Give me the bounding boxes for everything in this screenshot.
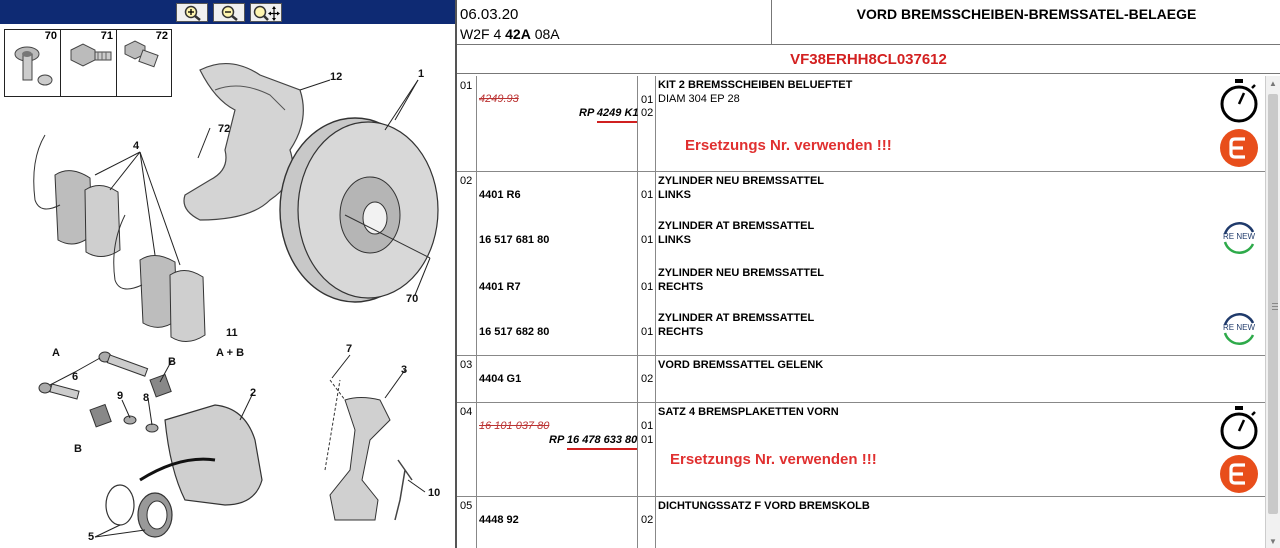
callout-2[interactable]: 2 [250, 387, 257, 399]
part-description: SATZ 4 BREMSPLAKETTEN VORN [658, 406, 839, 418]
quantity: 01 [641, 281, 654, 293]
thumbnail-number: 71 [100, 30, 113, 42]
table-row[interactable] [457, 356, 1265, 403]
replacement-reference[interactable]: RP 4249 K1 [579, 107, 639, 119]
callout-3[interactable]: 3 [401, 364, 408, 376]
quantity: 02 [641, 514, 654, 526]
zoom-in-button[interactable] [176, 3, 208, 22]
row-position: 02 [460, 175, 473, 187]
table-row[interactable] [457, 497, 1265, 548]
callout-70[interactable]: 70 [406, 293, 419, 305]
parts-table [457, 76, 1265, 548]
table-row[interactable] [457, 172, 1265, 356]
stopwatch-icon[interactable] [1218, 405, 1260, 451]
callout-12[interactable]: 12 [330, 71, 343, 83]
quantity: 01 [641, 234, 654, 246]
part-description-detail: LINKS [658, 234, 691, 246]
quantity: 01 [641, 326, 654, 338]
callout-4[interactable]: 4 [133, 140, 140, 152]
table-row[interactable] [457, 403, 1265, 497]
callout-9[interactable]: 9 [117, 390, 124, 402]
quantity: 02 [641, 107, 654, 119]
callout-1[interactable]: 1 [418, 68, 425, 80]
old-reference: 16 101 037 80 [479, 420, 550, 432]
zoom-out-icon [218, 5, 240, 21]
caliper-part[interactable] [165, 405, 262, 505]
callout-6[interactable]: 6 [72, 371, 79, 383]
part-description: ZYLINDER AT BREMSSATTEL [658, 220, 815, 232]
scrollbar-thumb[interactable] [1268, 94, 1278, 514]
catalog-date: 06.03.20 [460, 6, 519, 23]
callout-a[interactable]: A [52, 347, 60, 359]
callout-b[interactable]: B [168, 356, 176, 368]
part-description: ZYLINDER AT BREMSSATTEL [658, 312, 815, 324]
replacement-reference[interactable]: RP 16 478 633 80 [549, 434, 638, 446]
zoom-in-icon [181, 5, 203, 21]
exploded-brake-diagram [0, 28, 455, 548]
part-description: DICHTUNGSSATZ F VORD BREMSKOLB [658, 500, 870, 512]
part-reference[interactable]: 4448 92 [479, 514, 519, 526]
eurorepar-icon[interactable] [1219, 454, 1259, 494]
replacement-note: Ersetzungs Nr. verwenden !!! [670, 451, 877, 468]
callout-10[interactable]: 10 [428, 487, 441, 499]
row-position: 05 [460, 500, 473, 512]
brake-pad-part[interactable] [170, 270, 205, 341]
part-description: ZYLINDER NEU BREMSSATTEL [658, 267, 825, 279]
callout-72[interactable]: 72 [218, 123, 231, 135]
part-reference[interactable]: 4401 R7 [479, 281, 521, 293]
renew-badge-icon[interactable] [1219, 218, 1259, 258]
part-reference[interactable]: 4401 R6 [479, 189, 521, 201]
quantity: 01 [641, 434, 654, 446]
page-title: VORD BREMSSCHEIBEN-BREMSSATEL-BELAEGE [856, 6, 1197, 22]
callout-b[interactable]: B [74, 443, 82, 455]
reference-underline [567, 448, 637, 450]
header-info [457, 0, 772, 44]
parts-list-pane [455, 0, 1280, 548]
callout-8[interactable]: 8 [143, 392, 150, 404]
zoom-pan-button[interactable] [250, 3, 282, 22]
replacement-note: Ersetzungs Nr. verwenden !!! [685, 137, 892, 154]
model-bold: 42A [505, 26, 531, 42]
zoom-pan-icon [252, 5, 280, 21]
vertical-scrollbar[interactable] [1265, 76, 1280, 548]
part-reference[interactable]: 16 517 682 80 [479, 326, 550, 338]
quantity: 01 [641, 189, 654, 201]
part-description-detail: DIAM 304 EP 28 [658, 93, 740, 105]
quantity: 01 [641, 94, 654, 106]
row-position: 01 [460, 80, 473, 92]
renew-label: RE NEW [1223, 323, 1255, 332]
renew-label: RE NEW [1223, 232, 1255, 241]
old-reference: 4249.93 [479, 93, 519, 105]
part-description-detail: RECHTS [658, 326, 704, 338]
diagram-toolbar [0, 0, 455, 24]
caliper-carrier-part[interactable] [330, 398, 390, 521]
reference-underline [597, 121, 637, 123]
table-row[interactable] [457, 76, 1265, 172]
thumbnail-number: 72 [155, 30, 168, 42]
seal-ring-part[interactable] [106, 485, 134, 525]
callout-a-plus-b[interactable]: A + B [216, 347, 245, 359]
part-description: KIT 2 BREMSSCHEIBEN BELUEFTET [658, 79, 853, 91]
spring-part[interactable] [395, 460, 412, 520]
model-code [460, 26, 560, 42]
diagram-pane [0, 0, 455, 548]
part-description: VORD BREMSSATTEL GELENK [658, 359, 824, 371]
scroll-up-arrow-icon[interactable]: ▲ [1269, 78, 1277, 88]
callout-5[interactable]: 5 [88, 531, 95, 543]
model-prefix: W2F 4 [460, 26, 502, 42]
renew-badge-icon[interactable] [1219, 309, 1259, 349]
row-position: 04 [460, 406, 473, 418]
part-description-detail: RECHTS [658, 281, 704, 293]
part-description: ZYLINDER NEU BREMSSATTEL [658, 175, 825, 187]
eurorepar-icon[interactable] [1219, 128, 1259, 168]
callout-7[interactable]: 7 [346, 343, 353, 355]
part-reference[interactable]: 4404 G1 [479, 373, 522, 385]
quantity: 02 [641, 373, 654, 385]
model-suffix: 08A [534, 26, 560, 42]
thumbnail-number: 70 [44, 30, 57, 42]
zoom-out-button[interactable] [213, 3, 245, 22]
quantity: 01 [641, 420, 654, 432]
callout-11[interactable]: 11 [226, 327, 238, 339]
vin-number: VF38ERHH8CL037612 [457, 44, 1280, 74]
scroll-down-arrow-icon[interactable]: ▼ [1269, 536, 1277, 546]
part-reference[interactable]: 16 517 681 80 [479, 234, 550, 246]
row-position: 03 [460, 359, 473, 371]
part-description-detail: LINKS [658, 189, 691, 201]
stopwatch-icon[interactable] [1218, 78, 1260, 124]
